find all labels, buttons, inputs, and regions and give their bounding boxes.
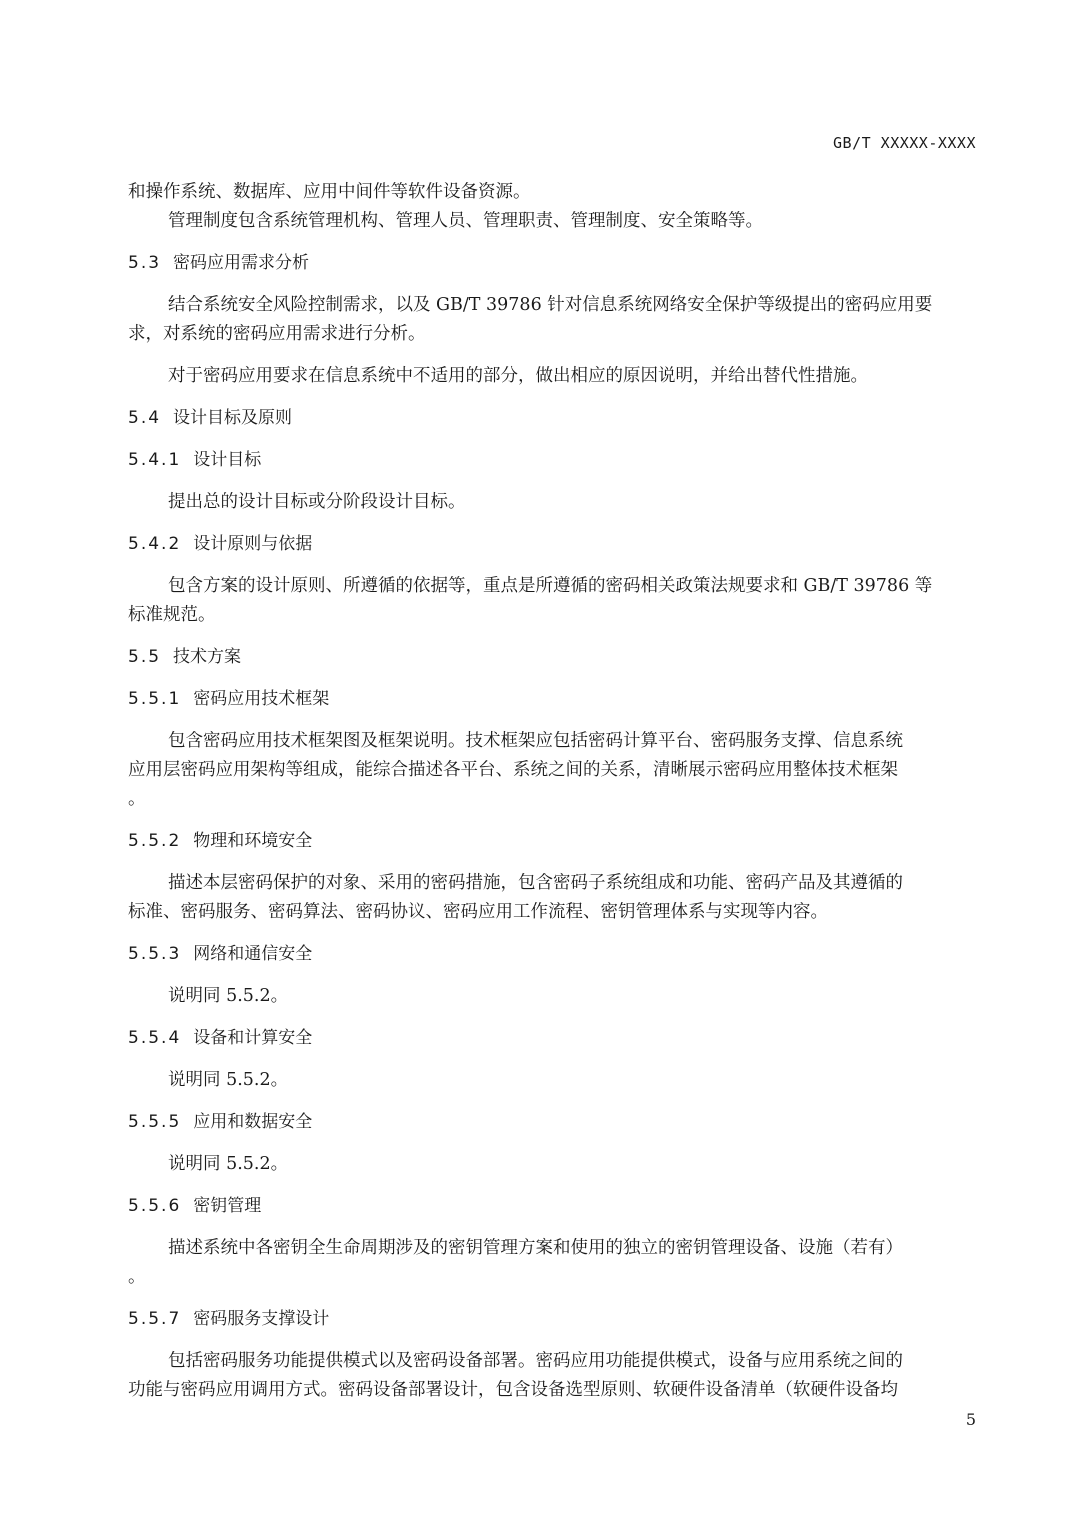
- paragraph: [128, 727, 978, 814]
- section-number: 5.5.3: [128, 944, 182, 964]
- paragraph: [128, 488, 978, 517]
- section-heading: [128, 1024, 978, 1053]
- paragraph-line: 提出总的设计目标或分阶段设计目标。: [168, 492, 466, 512]
- section-number: 5.5.1: [128, 689, 182, 709]
- paragraph: [128, 1347, 978, 1405]
- section-number: 5.4.2: [128, 534, 182, 554]
- section-title: 设备和计算安全: [193, 1028, 313, 1048]
- section-number: 5.5.6: [128, 1196, 182, 1216]
- section-number: 5.5.7: [128, 1309, 182, 1329]
- paragraph: [128, 1234, 978, 1292]
- paragraph: [128, 178, 978, 207]
- section-heading: [128, 1192, 978, 1221]
- section-number: 5.5.2: [128, 831, 182, 851]
- paragraph-line: 描述本层密码保护的对象、采用的密码措施，包含密码子系统组成和功能、密码产品及其遵循的: [168, 873, 903, 893]
- paragraph-line: 标准规范。: [128, 605, 216, 625]
- section-title: 设计目标: [193, 450, 262, 470]
- section-heading: [128, 1108, 978, 1137]
- section-heading: [128, 685, 978, 714]
- section-heading: [128, 446, 978, 475]
- paragraph-line: 包含方案的设计原则、所遵循的依据等，重点是所遵循的密码相关政策法规要求和 GB/T 39786 等: [168, 576, 933, 596]
- paragraph-line: 结合系统安全风险控制需求，以及 GB/T 39786 针对信息系统网络安全保护等级提出的密码应用要: [168, 295, 933, 315]
- paragraph: [128, 1150, 978, 1179]
- paragraph: [128, 1066, 978, 1095]
- paragraph-line: 包含密码应用技术框架图及框架说明。技术框架应包括密码计算平台、密码服务支撑、信息系统: [168, 731, 903, 751]
- section-heading: [128, 249, 978, 278]
- paragraph-line: 说明同 5.5.2。: [168, 1070, 289, 1090]
- section-heading: [128, 530, 978, 559]
- section-title: 密码应用技术框架: [193, 689, 330, 709]
- paragraph: [128, 362, 978, 391]
- paragraph-line: 求，对系统的密码应用需求进行分析。: [128, 324, 426, 344]
- paragraph-line: 包括密码服务功能提供模式以及密码设备部署。密码应用功能提供模式，设备与应用系统之间的: [168, 1351, 903, 1371]
- section-title: 网络和通信安全: [193, 944, 313, 964]
- section-title: 设计目标及原则: [173, 408, 293, 428]
- paragraph-line: 描述系统中各密钥全生命周期涉及的密钥管理方案和使用的独立的密钥管理设备、设施（若有）: [168, 1238, 903, 1258]
- paragraph-line: 管理制度包含系统管理机构、管理人员、管理职责、管理制度、安全策略等。: [168, 211, 763, 231]
- paragraph-line: 功能与密码应用调用方式。密码设备部署设计，包含设备选型原则、软硬件设备清单（软硬件设备均: [128, 1380, 898, 1400]
- paragraph: [128, 572, 978, 630]
- paragraph-line: 对于密码应用要求在信息系统中不适用的部分，做出相应的原因说明，并给出替代性措施。: [168, 366, 868, 386]
- section-heading: [128, 1305, 978, 1334]
- section-heading: [128, 827, 978, 856]
- paragraph-line: 说明同 5.5.2。: [168, 986, 289, 1006]
- section-title: 物理和环境安全: [193, 831, 313, 851]
- paragraph-line: 和操作系统、数据库、应用中间件等软件设备资源。: [128, 182, 531, 202]
- section-title: 密钥管理: [193, 1196, 262, 1216]
- paragraph: [128, 869, 978, 927]
- section-number: 5.4.1: [128, 450, 182, 470]
- paragraph-line: 。: [128, 789, 146, 809]
- section-heading: [128, 940, 978, 969]
- section-number: 5.5.5: [128, 1112, 182, 1132]
- paragraph-line: 应用层密码应用架构等组成，能综合描述各平台、系统之间的关系，清晰展示密码应用整体技术框架: [128, 760, 898, 780]
- section-title: 设计原则与依据: [193, 534, 313, 554]
- section-number: 5.5.4: [128, 1028, 182, 1048]
- paragraph-line: 。: [128, 1267, 146, 1287]
- section-title: 密码服务支撑设计: [193, 1309, 330, 1329]
- paragraph: [128, 982, 978, 1011]
- paragraph: [128, 291, 978, 349]
- document-body: [128, 178, 978, 1418]
- section-heading: [128, 643, 978, 672]
- paragraph-line: 说明同 5.5.2。: [168, 1154, 289, 1174]
- paragraph: [128, 207, 978, 236]
- section-title: 应用和数据安全: [193, 1112, 313, 1132]
- section-number: 5.4: [128, 408, 162, 428]
- section-title: 密码应用需求分析: [173, 253, 310, 273]
- section-title: 技术方案: [173, 647, 242, 667]
- section-heading: [128, 404, 978, 433]
- page-number: 5: [965, 1410, 976, 1429]
- paragraph-line: 标准、密码服务、密码算法、密码协议、密码应用工作流程、密钥管理体系与实现等内容。: [128, 902, 828, 922]
- section-number: 5.3: [128, 253, 162, 273]
- section-number: 5.5: [128, 647, 162, 667]
- document-code: GB/T XXXXX-XXXX: [833, 134, 976, 152]
